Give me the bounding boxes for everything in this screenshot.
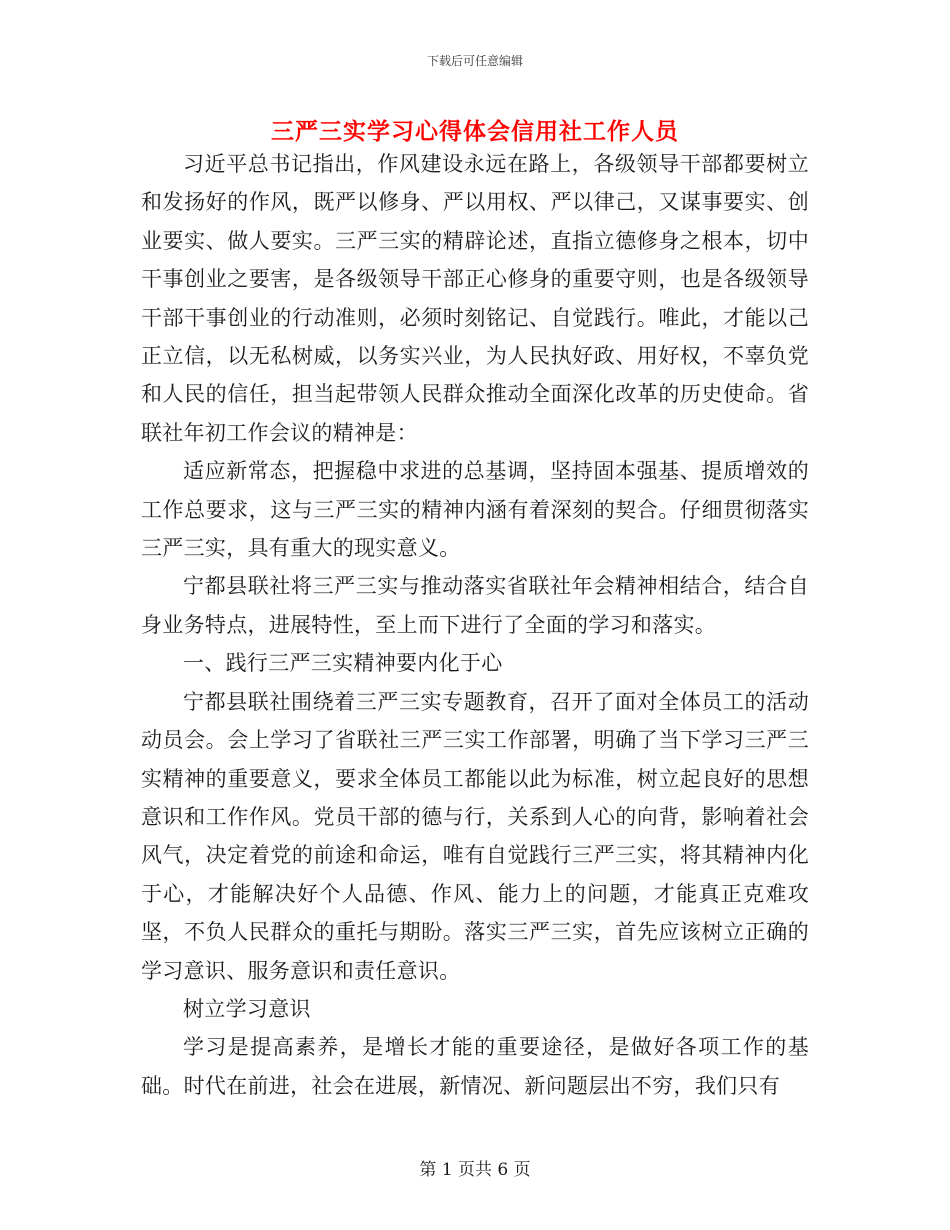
document-body [141,145,809,1105]
paragraph: 宁都县联社将三严三实与推动落实省联社年会精神相结合，结合自身业务特点，进展特性，至上而下进行了全面的学习和落实。 [141,574,809,637]
subsection-heading: 树立学习意识 [183,996,311,1021]
section-heading: 一、践行三严三实精神要内化于心 [183,651,503,676]
paragraph: 宁都县联社围绕着三严三实专题教育，召开了面对全体员工的活动动员会。会上学习了省联社三严三实工作部署，明确了当下学习三严三实精神的重要意义，要求全体员工都能以此为标准，树立起良好的思想意识和工作作风。党员干部的德与行，关系到人心的向背，影响着社会风气，决定着党的前途和命运，唯有自觉践行三严三实，将其精神内化于心，才能解决好个人品德、作风、能力上的问题，才能真正克难攻坚，不负人民群众的重托与期盼。落实三严三实，首先应该树立正确的学习意识、服务意识和责任意识。 [141,689,809,983]
paragraph: 学习是提高素养，是增长才能的重要途径，是做好各项工作的基础。时代在前进，社会在进展，新情况、新问题层出不穷，我们只有 [141,1035,809,1098]
paragraph: 习近平总书记指出，作风建设永远在路上，各级领导干部都要树立和发扬好的作风，既严以修身、严以用权、严以律己，又谋事要实、创业要实、做人要实。三严三实的精辟论述，直指立德修身之根本，切中干事创业之要害，是各级领导干部正心修身的重要守则，也是各级领导干部干事创业的行动准则，必须时刻铭记、自觉践行。唯此，才能以己正立信，以无私树威，以务实兴业，为人民执好政、用好权，不辜负党和人民的信任，担当起带领人民群众推动全面深化改革的历史使命。省联社年初工作会议的精神是： [141,152,809,445]
header-note: 下载后可任意编辑 [426,54,523,68]
page-number: 第 1 页共 6 页 [419,1160,531,1180]
paragraph: 适应新常态，把握稳中求进的总基调，坚持固本强基、提质增效的工作总要求，这与三严三实的精神内涵有着深刻的契合。仔细贯彻落实三严三实，具有重大的现实意义。 [141,459,809,561]
document-title: 三严三实学习心得体会信用社工作人员 [271,118,679,145]
